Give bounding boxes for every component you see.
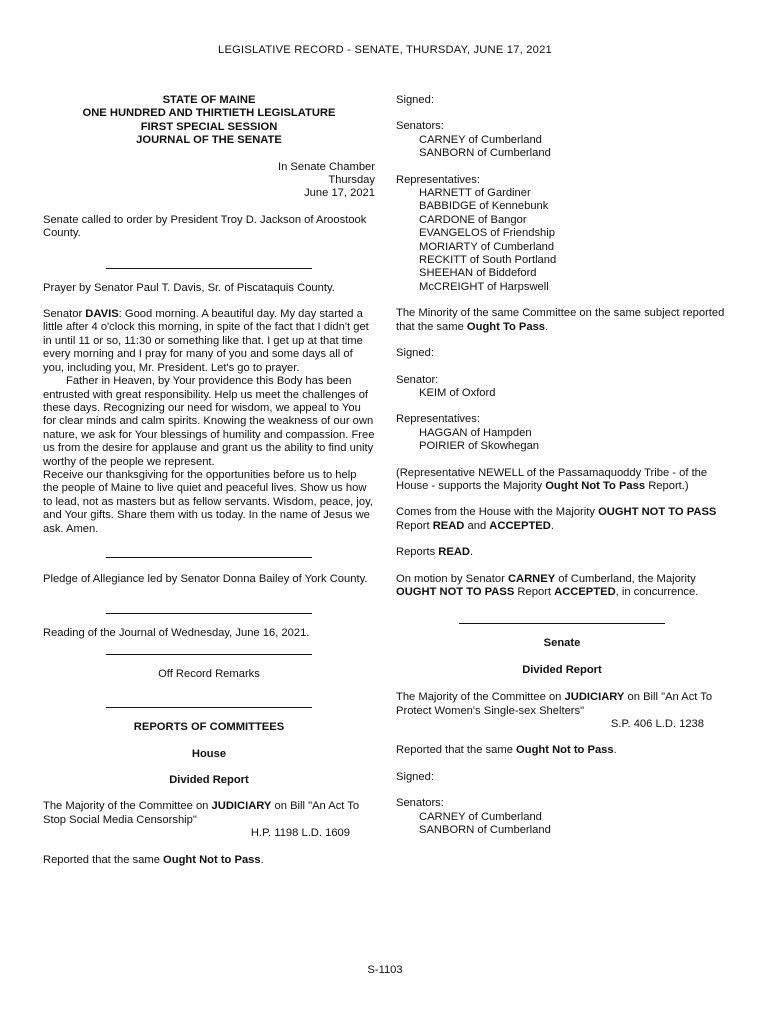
reports-heading: REPORTS OF COMMITTEES: [133, 721, 285, 734]
prayer-by: Prayer by Senator Paul T. Davis, Sr. of Piscataquis County.: [43, 281, 335, 294]
called-to-order: Senate called to order by President Troy D. Jackson of Aroostook County.: [43, 213, 367, 240]
signers-representatives: [396, 413, 728, 453]
signed-label: Signed:: [396, 347, 434, 360]
prayer-paragraph: Senator DAVIS: Good morning. A beautiful day. My day started a little after 4 o'clock this morning, in spite of the fact that I didn't get in until 11 or so, 11:30 or something like that. I get up at that time every morning and I pray for many of you and some days all of you, including you, Mr. President. Let's go to prayer.: [43, 308, 369, 374]
signed-label: Signed:: [396, 94, 434, 106]
signer: BABBIDGE of Kennebunk: [419, 200, 549, 213]
tribe-note: (Representative NEWELL of the Passamaquoddy Tribe - of the House - supports the Majority Ought Not To Pass Report.): [396, 466, 708, 492]
signer: SHEEHAN of Biddeford: [419, 267, 537, 280]
majority-report: The Majority of the Committee on JUDICIARY on Bill "An Act To Stop Social Media Censorship": [43, 800, 360, 826]
signer: RECKITT of South Portland: [419, 254, 557, 267]
left-column: [43, 94, 375, 867]
masthead-line: STATE OF MAINE: [162, 94, 256, 106]
dateline-line: June 17, 2021: [304, 187, 375, 200]
motion: On motion by Senator CARNEY of Cumberland, the Majority OUGHT NOT TO PASS Report ACCEPTED, in concurrence.: [396, 572, 699, 598]
divided-report-heading: Divided Report: [169, 774, 249, 786]
separator: [106, 613, 312, 614]
signers-representatives: [396, 174, 728, 295]
masthead-line: JOURNAL OF THE SENATE: [136, 134, 282, 147]
masthead-line: FIRST SPECIAL SESSION: [140, 120, 278, 133]
role-label: Senators:: [396, 797, 444, 810]
separator: [106, 557, 312, 558]
separator: [459, 623, 665, 624]
off-record-remarks: Off Record Remarks: [158, 667, 260, 680]
role-label: Senator:: [396, 373, 439, 386]
signer: EVANGELOS of Friendship: [419, 227, 555, 240]
signer: HARNETT of Gardiner: [419, 187, 531, 200]
signer: CARNEY of Cumberland: [419, 810, 542, 823]
divided-report-heading: Divided Report: [522, 663, 602, 676]
signer: SANBORN of Cumberland: [419, 147, 551, 160]
masthead: [43, 94, 375, 148]
role-label: Representatives:: [396, 173, 480, 186]
separator: [106, 654, 312, 655]
signer: POIRIER of Skowhegan: [419, 440, 540, 453]
reading-of-journal: Reading of the Journal of Wednesday, June 16, 2021.: [43, 627, 310, 640]
signers-senators: [396, 797, 728, 837]
signer: CARDONE of Bangor: [419, 213, 527, 226]
signers-senators: [396, 120, 728, 160]
bill-reference: H.P. 1198 L.D. 1609: [250, 827, 350, 840]
bill-reference: S.P. 406 L.D. 1238: [610, 718, 704, 730]
signer: SANBORN of Cumberland: [419, 824, 551, 837]
dateline-line: In Senate Chamber: [277, 160, 375, 173]
page-number: S-1103: [367, 964, 403, 976]
prayer-text: [43, 308, 375, 536]
signers-senator: [396, 374, 728, 401]
signer: HAGGAN of Hampden: [419, 426, 532, 439]
minority-report: The Minority of the same Committee on the same subject reported that the same Ought To Pass.: [396, 307, 725, 333]
comes-from-house: Comes from the House with the Majority OUGHT NOT TO PASS Report READ and ACCEPTED.: [396, 506, 717, 532]
right-column: [396, 94, 728, 837]
signer: KEIM of Oxford: [419, 386, 496, 399]
reported-line: Reported that the same Ought Not to Pass.: [396, 744, 617, 757]
majority-report: The Majority of the Committee on JUDICIARY on Bill "An Act To Protect Women's Single-sex Shelters": [396, 691, 713, 717]
masthead-line: ONE HUNDRED AND THIRTIETH LEGISLATURE: [82, 107, 336, 120]
prayer-paragraph: Father in Heaven, by Your providence this Body has been entrusted with great responsibility. Help us meet the challenges of these days. Recognizing our need for wisdom, we appeal to You for clear minds and calm spirits. Knowing the weakness of our own nature, we ask for Your blessings of humility and compassion. Free us from the desire for applause and grant us the ability to find unity worthy of the people we represent.: [43, 375, 375, 468]
reported-line: Reported that the same Ought Not to Pass.: [43, 853, 264, 866]
prayer-paragraph: Receive our thanksgiving for the opportunities before us to help the people of Maine to live quiet and peaceful lives. Show us how to lead, not as masters but as fellow servants. Wisdom, peace, joy, and Your gifts. Share them with us today. In the name of Jesus we ask. Amen.: [43, 468, 373, 535]
dateline: [43, 161, 375, 201]
signed-label: Signed:: [396, 770, 434, 783]
signer: MORIARTY of Cumberland: [419, 240, 555, 253]
signer: CARNEY of Cumberland: [419, 133, 542, 146]
role-label: Senators:: [396, 120, 444, 133]
role-label: Representatives:: [396, 413, 480, 426]
separator: [106, 268, 312, 269]
spacer: [459, 677, 665, 678]
signer: McCREIGHT of Harpswell: [419, 280, 549, 293]
house-heading: House: [191, 747, 227, 760]
pledge: Pledge of Allegiance led by Senator Donna Bailey of York County.: [43, 572, 368, 585]
dateline-line: Thursday: [328, 174, 375, 187]
running-head: LEGISLATIVE RECORD - SENATE, THURSDAY, JUNE 17, 2021: [218, 44, 552, 56]
separator: [106, 707, 312, 708]
reports-read: Reports READ.: [396, 546, 474, 559]
senate-heading: Senate: [543, 637, 581, 650]
